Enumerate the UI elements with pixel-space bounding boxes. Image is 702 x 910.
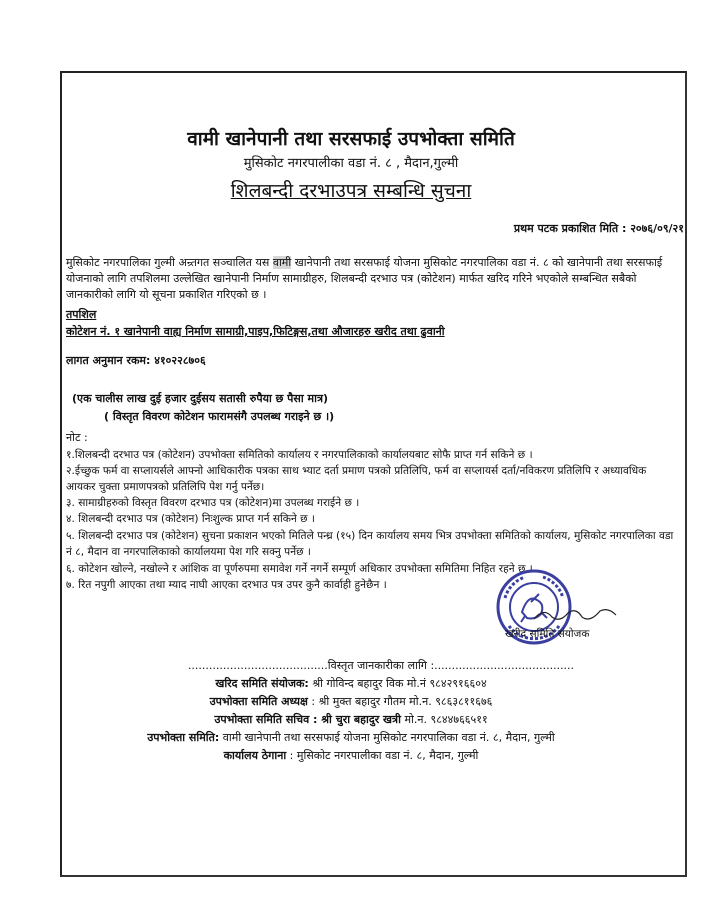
contact-value-3: मो.न. ९८४४७६६५११: [400, 713, 488, 726]
contact-value-1: श्री गोविन्द बहादुर विक मो.नं ९८४२९१६६०४: [308, 677, 487, 690]
contact-line-5: [0, 747, 702, 765]
contact-label-4: उपभोक्ता समिति:: [147, 731, 220, 744]
note-6: ६. कोटेशन खोल्ने, नखोल्ने र आंशिक वा पूर्णरुपमा समावेश गर्ने नगर्ने सम्पूर्ण अधिकार उपभोक्ता समितिमा निहित रहने छ ।: [66, 563, 533, 575]
note-1: १.शिलबन्दी दरभाउ पत्र (कोटेशन) उपभोक्ता समितिको कार्यालय र नगरपालिकाको कार्यालयबाट सोफै प्राप्त गर्न सकिने छ ।: [66, 449, 533, 461]
signature-label: खरीद समिति संयोजक: [505, 628, 590, 640]
note-7: ७. रित नपुगी आएका तथा म्याद नाघी आएका दरभाउ पत्र उपर कुनै कार्वाही हुनेछैन ।: [66, 579, 387, 591]
notice-title: [0, 177, 702, 203]
schedule-heading: तपशिल: [66, 308, 97, 321]
details-note: ( विस्तृत विवरण कोटेशन फारामसंगै उपलब्ध गराइने छ ।): [104, 410, 335, 423]
notice-title-text: शिलबन्दी दरभाउपत्र सम्बन्धि सुचना: [230, 180, 472, 202]
note-4: ४. शिलबन्दी दरभाउ पत्र (कोटेशन) निःशुल्क प्राप्त गर्न सकिने छ ।: [66, 513, 315, 525]
intro-before: मुसिकोट नगरपालिका गुल्मी अन्र्तगत सञ्चालित यस: [66, 256, 270, 269]
cost-estimate: लागत अनुमान रकम: ४१०२२८७०६: [66, 354, 206, 367]
committee-title: वामी खानेपानी तथा सरसफाई उपभोक्ता समिति: [187, 128, 515, 150]
publication-date: प्रथम पटक प्रकाशित मिति : २०७६/०९/२१: [513, 222, 684, 235]
contact-value-5: : मुसिकोट नगरपालीका वडा नं. ८, मैदान, गुल्मी: [286, 749, 479, 762]
contact-value-4: वामी खानेपानी तथा सरसफाई योजना मुसिकोट नगरपालिका वडा नं. ८, मैदान, गुल्मी: [219, 731, 555, 744]
note-3: ३. सामाग्रीहरुको विस्तृत विवरण दरभाउ पत्र (कोटेशन)मा उपलब्ध गराईने छ ।: [66, 497, 360, 509]
intro-paragraph: [66, 255, 678, 303]
note-2: २.ईच्छुक फर्म वा सप्लायर्सले आफ्नो आधिकारीक पत्रका साथ भ्याट दर्ता प्रमाण पत्रको प्रतिलिपि, फर्म वा सप्लायर्स दर्ता/नविकरण प्रतिलिपि र अध्यावधिक आयकर चुक्ता प्रमाणपत्रको प्रतिलिपि पेश गर्नु पर्नेछ।: [66, 465, 647, 493]
contact-label-3: उपभोक्ता समिति सचिव : श्री चुरा बहादुर खत्री: [214, 713, 401, 726]
contact-heading: ........................................विस्तृत जानकारीका लागि :........................................: [187, 659, 575, 672]
contact-line-1: [0, 675, 702, 693]
intro-highlight: वामी: [272, 256, 292, 269]
amount-in-words: (एक चालीस लाख दुई हजार दुईसय सतासी रुपैया छ पैसा मात्र): [72, 392, 329, 405]
contact-value-2: : श्री मुक्त बहादुर गौतम मो.न. ९८६३८११६७६: [307, 695, 493, 708]
contact-line-4: [0, 729, 702, 747]
quotation-line: कोटेशन नं. १ खानेपानी वाह्य निर्माण सामाग्री,पाइप,फिटिङ्गस,तथा औजारहरु खरीद तथा ढुवानी: [66, 325, 445, 338]
note-5: ५. शिलबन्दी दरभाउ पत्र (कोटेशन) सुचना प्रकाशन भएको मितिले पन्ध्र (१५) दिन कार्यालय समय भित्र उपभोक्ता समितिको कार्यालय, मुसिकोट नगरपालिका वडा नं ८, मैदान वा नगरपालिकाको कार्यालयमा पेश गरि सक्नु पर्नेछ ।: [66, 530, 674, 558]
contact-label-5: कार्यालय ठेगाना: [223, 749, 287, 762]
handwritten-signature: [530, 605, 620, 625]
contact-label-1: खरिद समिति संयोजक:: [215, 677, 309, 690]
contact-line-3: [0, 711, 702, 729]
intro-after: खानेपानी तथा सरसफाई योजना मुसिकोट नगरपालिका वडा नं. ८ को खानेपानी तथा सरसफाई योजनाको लागि तपशिलमा उल्लेखित खानेपानी निर्माण सामाग्रीहरु, शिलबन्दी दरभाउ पत्र (कोटेशन) मार्फत खरिद गरिने भएकोले सम्बन्धित सबैको जानकारीको लागि यो सूचना प्रकाशित गरिएको छ ।: [66, 256, 663, 301]
contact-label-2: उपभोक्ता समिति अध्यक्ष: [209, 695, 308, 708]
committee-address: मुसिकोट नगरपालीका वडा नं. ८ , मैदान,गुल्मी: [243, 156, 459, 171]
notes-heading: नोट :: [66, 431, 88, 444]
contact-line-2: [0, 693, 702, 711]
